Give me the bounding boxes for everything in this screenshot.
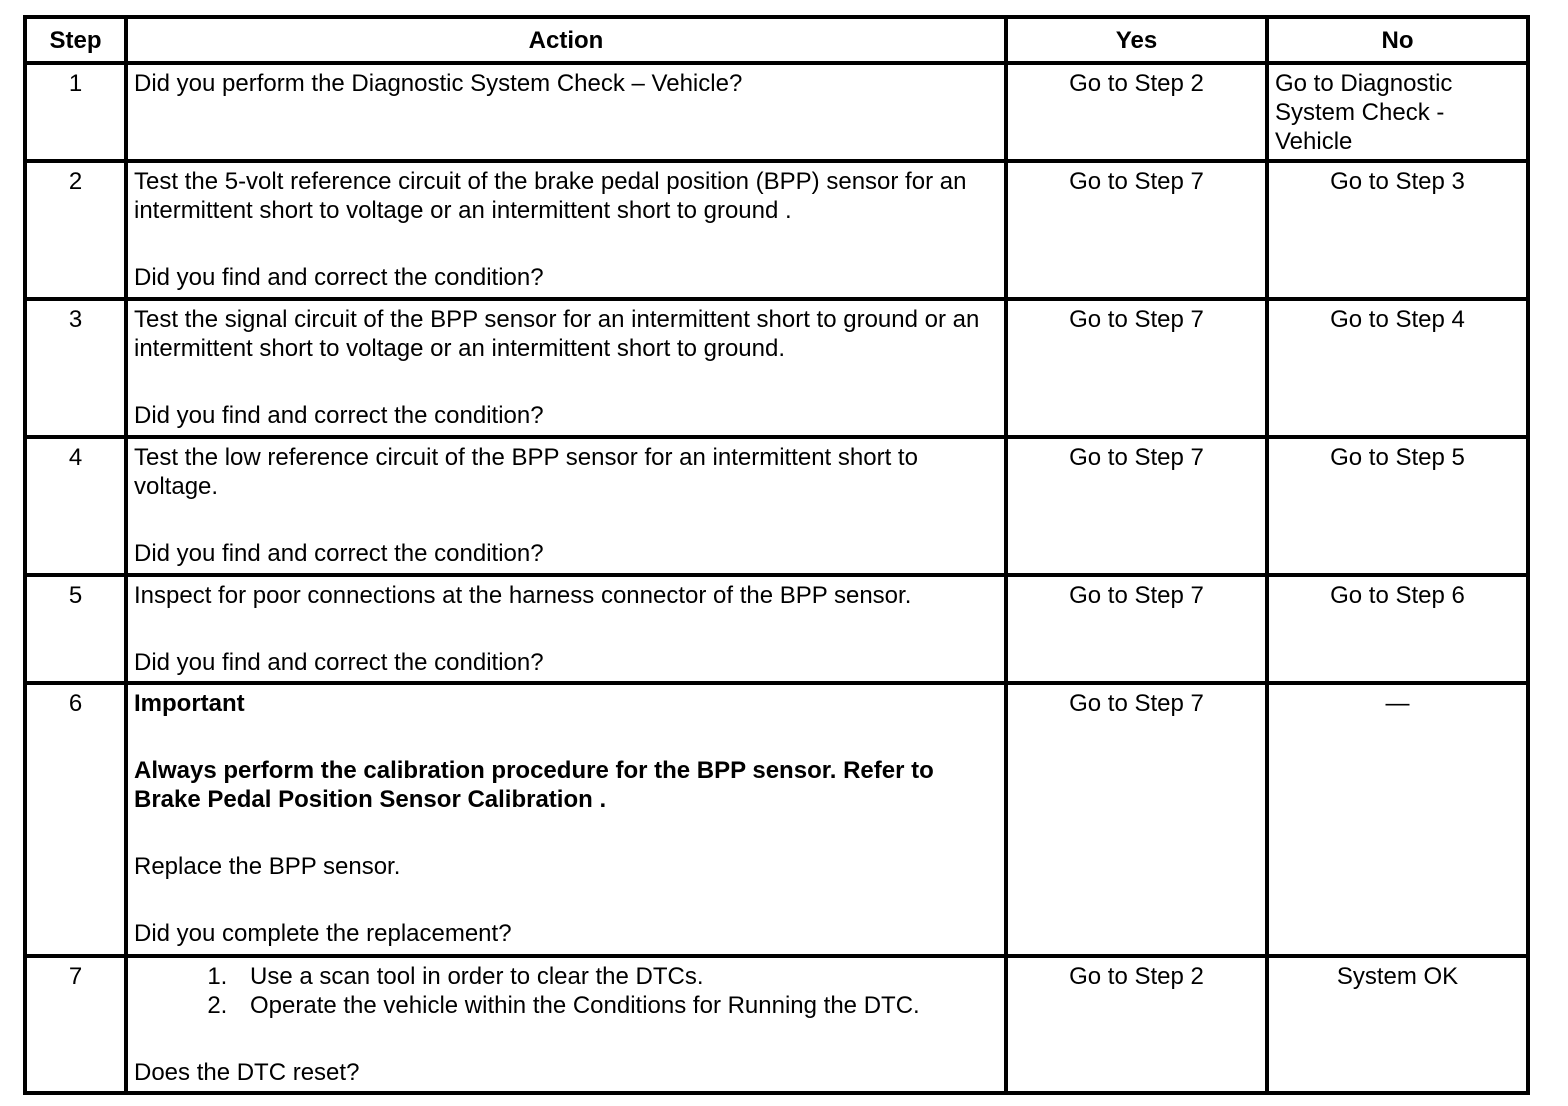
action-cell [126, 161, 1006, 299]
step-number: 6 [25, 683, 126, 956]
step-number: 2 [25, 161, 126, 299]
action-question: Does the DTC reset? [134, 1059, 360, 1086]
no-result: System OK [1267, 956, 1528, 1093]
yes-link[interactable]: Go to Step 2 [1006, 956, 1267, 1093]
important-note: Always perform the calibration procedure for the BPP sensor. Refer to Brake Pedal Position Sensor Calibration . [134, 757, 934, 813]
step-number: 5 [25, 575, 126, 683]
procedure-list [134, 962, 998, 1020]
list-item: 2. Operate the vehicle within the Conditions for Running the DTC. [234, 991, 998, 1020]
yes-link[interactable]: Go to Step 7 [1006, 683, 1267, 956]
action-text: Replace the BPP sensor. [134, 853, 401, 880]
table-row [25, 575, 1528, 683]
action-text: Inspect for poor connections at the harness connector of the BPP sensor. [134, 582, 912, 609]
action-text: Test the signal circuit of the BPP sensor for an intermittent short to ground or an intermittent short to voltage or an intermittent short to ground. [134, 306, 980, 362]
yes-link[interactable]: Go to Step 7 [1006, 437, 1267, 575]
yes-link[interactable]: Go to Step 7 [1006, 161, 1267, 299]
yes-link[interactable]: Go to Step 2 [1006, 63, 1267, 161]
table-row [25, 437, 1528, 575]
no-link[interactable]: Go to Diagnostic System Check - Vehicle [1267, 63, 1528, 161]
list-item: 1. Use a scan tool in order to clear the DTCs. [234, 962, 998, 991]
no-link[interactable]: Go to Step 6 [1267, 575, 1528, 683]
no-link[interactable]: Go to Step 4 [1267, 299, 1528, 437]
action-cell [126, 437, 1006, 575]
important-heading: Important [134, 690, 245, 717]
header-yes: Yes [1006, 17, 1267, 63]
table-row [25, 683, 1528, 956]
step-number: 4 [25, 437, 126, 575]
header-action: Action [126, 17, 1006, 63]
table-row [25, 956, 1528, 1093]
table-row [25, 63, 1528, 161]
action-question: Did you find and correct the condition? [134, 264, 544, 291]
action-question: Did you find and correct the condition? [134, 540, 544, 567]
no-link[interactable]: Go to Step 3 [1267, 161, 1528, 299]
action-cell [126, 299, 1006, 437]
action-cell [126, 956, 1006, 1093]
header-no: No [1267, 17, 1528, 63]
action-question: Did you find and correct the condition? [134, 402, 544, 429]
step-number: 1 [25, 63, 126, 161]
table-row [25, 299, 1528, 437]
table-row [25, 161, 1528, 299]
yes-link[interactable]: Go to Step 7 [1006, 575, 1267, 683]
action-question: Did you complete the replacement? [134, 920, 512, 947]
action-text: Test the low reference circuit of the BPP sensor for an intermittent short to voltage. [134, 444, 918, 500]
header-row [25, 17, 1528, 63]
action-cell [126, 683, 1006, 956]
action-question: Did you find and correct the condition? [134, 649, 544, 676]
diagnostic-table [23, 15, 1530, 1095]
action-text: Did you perform the Diagnostic System Check – Vehicle? [134, 70, 743, 97]
yes-link[interactable]: Go to Step 7 [1006, 299, 1267, 437]
action-cell [126, 63, 1006, 161]
action-text: Test the 5-volt reference circuit of the brake pedal position (BPP) sensor for an intermittent short to voltage or an intermittent short to ground . [134, 168, 967, 224]
header-step: Step [25, 17, 126, 63]
action-cell [126, 575, 1006, 683]
no-link[interactable]: Go to Step 5 [1267, 437, 1528, 575]
no-dash: — [1267, 683, 1528, 956]
step-number: 7 [25, 956, 126, 1093]
step-number: 3 [25, 299, 126, 437]
